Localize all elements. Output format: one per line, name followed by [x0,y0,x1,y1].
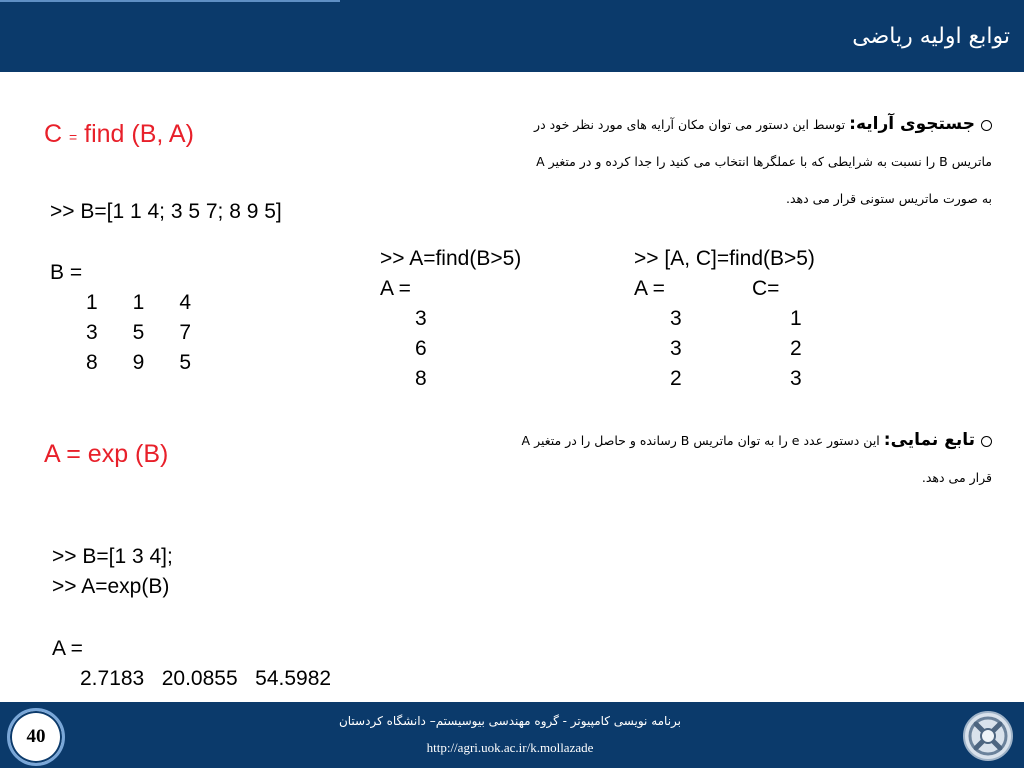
slide-title: توابع اولیه ریاضی [852,24,1010,49]
exp-desc-line1: این دستور عدد e را به توان ماتریس B رسانده و حاصل را در متغیر A [521,433,880,448]
exp-cmd-1: >> B=[1 3 4]; [52,545,173,568]
exp-description [432,422,992,496]
ac-c-value: 2 [790,337,802,360]
exp-a-values: 2.7183 20.0855 54.5982 [80,667,332,690]
find-heading-c: C [44,120,63,148]
ac-a-value: 2 [670,367,682,390]
footer-url: http://agri.uok.ac.ir/k.mollazade [426,740,594,755]
page-number: 40 [7,708,65,766]
university-logo-icon [962,710,1014,762]
b-row-1: 1 1 4 [86,291,192,314]
header-bar [0,0,1024,72]
exp-heading: A = exp (B) [44,440,169,468]
find-description [432,106,992,217]
find-heading [44,120,194,149]
header-accent-line [0,0,340,2]
bullet-circle-icon [981,120,992,131]
a-label: A = [380,277,411,300]
exp-a-label: A = [52,637,83,660]
b-row-3: 8 9 5 [86,351,192,374]
find-desc-line2: ماتریس B را نسبت به شرایطی که با عملگرها انتخاب می کنید را جدا کرده و در متغیر A [536,154,992,169]
ac-a-value: 3 [670,337,682,360]
find-desc-line3: به صورت ماتریس ستونی قرار می دهد. [786,191,992,206]
bullet-circle-icon [981,436,992,447]
b-label: B = [50,261,83,284]
find-heading-eq: = [69,129,78,145]
find-desc-head: جستجوی آرایه: [849,114,975,134]
a-value: 6 [415,337,427,360]
ac-c-value: 1 [790,307,802,330]
exp-cmd-2: >> A=exp(B) [52,575,170,598]
exp-desc-line2: قرار می دهد. [921,470,992,485]
ac-a-value: 3 [670,307,682,330]
ac-c-value: 3 [790,367,802,390]
b-row-2: 3 5 7 [86,321,192,344]
ac-label-c: C= [752,277,780,300]
cmd-ac-find: >> [A, C]=find(B>5) [634,247,815,270]
ac-label-a: A = [634,277,665,300]
cmd-b: >> B=[1 1 4; 3 5 7; 8 9 5] [50,200,282,223]
find-heading-rest: find (B, A) [84,120,194,148]
footer-course: برنامه نویسی کامپیوتر - گروه مهندسی بیوسیستم– دانشگاه کردستان [338,714,682,728]
footer-bar [0,702,1024,768]
find-desc-line1: توسط این دستور می توان مکان آرایه های مورد نظر خود در [534,117,846,132]
exp-desc-head: تابع نمایی: [883,430,975,450]
a-value: 3 [415,307,427,330]
a-value: 8 [415,367,427,390]
cmd-a-find: >> A=find(B>5) [380,247,522,270]
